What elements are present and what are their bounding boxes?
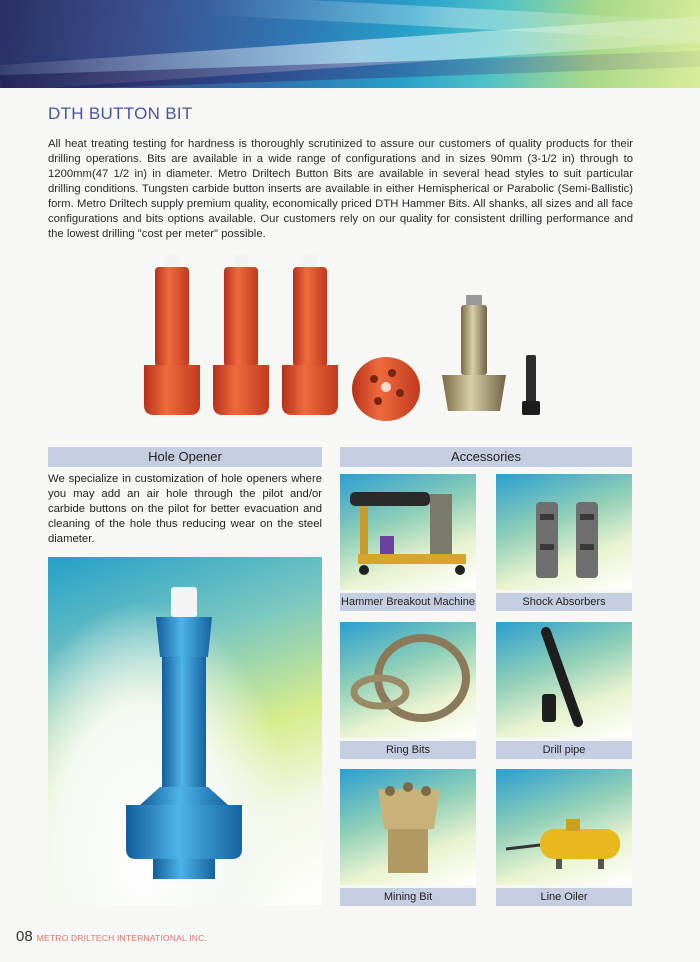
line-oiler-photo	[496, 769, 632, 885]
red-bit-1	[144, 255, 200, 415]
page-footer	[16, 928, 207, 945]
accessory-label: Drill pipe	[496, 741, 632, 759]
accessory-label: Line Oiler	[496, 888, 632, 906]
red-bit-3	[282, 255, 338, 415]
hole-opener-heading: Hole Opener	[48, 447, 322, 467]
mining-bit-photo	[340, 769, 476, 885]
company-name: METRO DRILTECH INTERNATIONAL INC.	[36, 933, 207, 943]
accessory-label: Hammer Breakout Machine	[340, 593, 476, 611]
hole-opener-photo	[48, 557, 322, 905]
accessory-label: Ring Bits	[340, 741, 476, 759]
ring-bits-photo	[340, 622, 476, 738]
accessory-label: Shock Absorbers	[496, 593, 632, 611]
accessory-label: Mining Bit	[340, 888, 476, 906]
drill-pipe-photo	[496, 622, 632, 738]
shock-absorbers-photo	[496, 474, 632, 590]
red-bit-2	[213, 255, 269, 415]
hammer-breakout-machine-photo	[340, 474, 476, 590]
accessories-heading: Accessories	[340, 447, 632, 467]
page-number: 08	[16, 928, 33, 945]
button-bits-product-photo	[130, 255, 560, 425]
small-black-bit	[522, 355, 540, 415]
intro-paragraph: All heat treating testing for hardness is thoroughly scrutinized to assure our customers of quality products for their drilling operations. Bits are available in a wide range of configurations and in sizes 90mm (3-1/2 in) through to 1200mm(47 1/2 in) in diameter. Metro Driltech Button Bits are available in several head styles to suit particular drilling conditions. Tungsten carbide button inserts are available in either Hemispherical or Parabolic (Semi-Ballistic) form. Metro Driltech supply premium quality, economically priced DTH Hammer Bits. All shanks, all sizes and all face configurations and bits options available. Our customers rely on our quality for consistent drilling performance and the lowest drilling "cost per meter" possible.	[48, 138, 633, 240]
page-title: DTH BUTTON BIT	[48, 104, 193, 123]
bit-face	[352, 357, 420, 421]
hole-opener-text: We specialize in customization of hole openers where you may add an air hole through the pilot and/or carbide buttons on the pilot for better evacuation and cleaning of the hole thus reducing wear on the steel diameter.	[48, 473, 322, 545]
header-banner	[0, 0, 700, 88]
gold-bit	[442, 295, 506, 411]
